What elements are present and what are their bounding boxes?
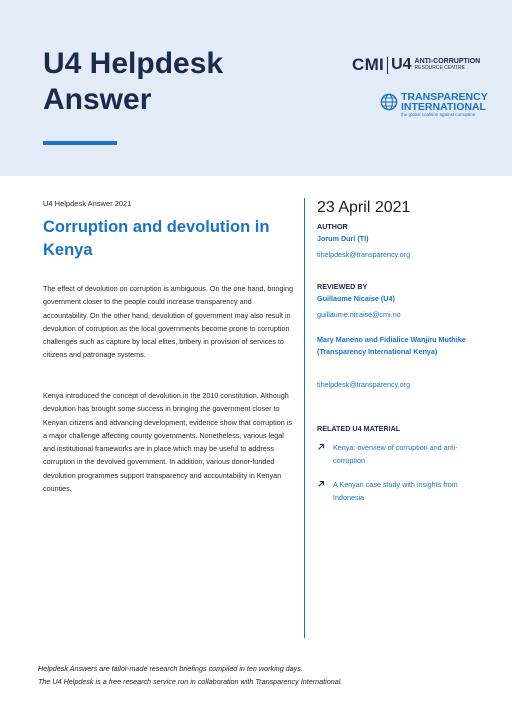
- author-label: AUTHOR: [317, 222, 348, 231]
- reviewed-by-label: REVIEWED BY: [317, 282, 368, 291]
- globe-icon: [380, 93, 398, 111]
- header-band: [0, 0, 512, 176]
- page-title: [43, 46, 223, 118]
- summary-paragraph-1: The effect of devolution on corruption is ambiguous. On the one hand, bringing government closer to the people could increase transparency and accountability. On the other hand, devolution of government may also result in devolution of corruption as the local governments become prone to corruption challenges such as capture by local elites, bribery in provision of services to citizens and patronage systems.: [43, 284, 293, 360]
- arrow-up-right-icon: [317, 443, 325, 451]
- author-email[interactable]: tihelpdesk@transparency.org: [317, 250, 411, 259]
- reviewer-2-name: Mary Maneno and Fidialice Wanjiru Muthike (Transparency International Kenya): [317, 335, 466, 356]
- title-accent-rule: [43, 141, 117, 145]
- u4-logo-line2: RESOURCE CENTRE: [414, 65, 465, 71]
- arrow-up-right-icon: [317, 480, 325, 488]
- u4-logo-mark: U4: [391, 56, 412, 73]
- transparency-international-logo: [380, 92, 488, 118]
- ti-logo-line2: INTERNATIONAL: [401, 101, 486, 113]
- cmi-logo-text: CMI: [352, 55, 385, 74]
- footer-line-2: The U4 Helpdesk is a free research service run in collaboration with Transparency International.: [38, 677, 343, 686]
- ti-logo-line1: TRANSPARENCY: [401, 91, 488, 103]
- logo-divider: [387, 57, 388, 74]
- u4-logo-words: [415, 58, 481, 72]
- column-divider: [304, 198, 305, 638]
- related-item-link[interactable]: A Kenyan case study with insights from Indonesia: [333, 480, 458, 502]
- ti-logo-words: [401, 92, 488, 118]
- document-title: Corruption and devolution in Kenya: [43, 218, 270, 259]
- u4-logo-line1: ANTI-CORRUPTION: [414, 58, 481, 65]
- reviewer-1-email[interactable]: guillaume.nicaise@cmi.no: [317, 310, 401, 319]
- reviewer-2-email[interactable]: tihelpdesk@transparency.org: [317, 380, 411, 389]
- summary-paragraph-2: Kenya introduced the concept of devolution in the 2010 constitution. Although devolution has brought some success in bringing the government closer to Kenyan citizens and advancing development, evidence show that corruption is a major challenge affecting county governments. Nonetheless, various legal and institutional frameworks are in place which may be useful to address corruption in the devolved government. In addition, various donor-funded devolution programmes support transparency and accountability in Kenyan counties.: [43, 391, 292, 494]
- publication-date: 23 April 2021: [317, 199, 411, 216]
- page-title-line2: Answer: [43, 83, 152, 116]
- series-label: U4 Helpdesk Answer 2021: [43, 199, 132, 208]
- related-item[interactable]: [317, 478, 487, 504]
- related-item-link[interactable]: Kenya: overview of corruption and anti-corruption: [333, 443, 458, 465]
- related-material-label: RELATED U4 MATERIAL: [317, 424, 401, 433]
- footer-line-1: Helpdesk Answers are tailor-made research briefings compiled in ten working days.: [38, 664, 303, 673]
- page-title-line1: U4 Helpdesk: [43, 47, 224, 80]
- ti-logo-tagline: the global coalition against corruption: [401, 112, 476, 117]
- reviewer-1-name: Guillaume Nicaise (U4): [317, 294, 395, 303]
- author-name: Jorum Duri (TI): [317, 234, 369, 243]
- related-item[interactable]: [317, 441, 487, 467]
- cmi-u4-logo: [352, 55, 480, 75]
- footer-note: [38, 662, 478, 688]
